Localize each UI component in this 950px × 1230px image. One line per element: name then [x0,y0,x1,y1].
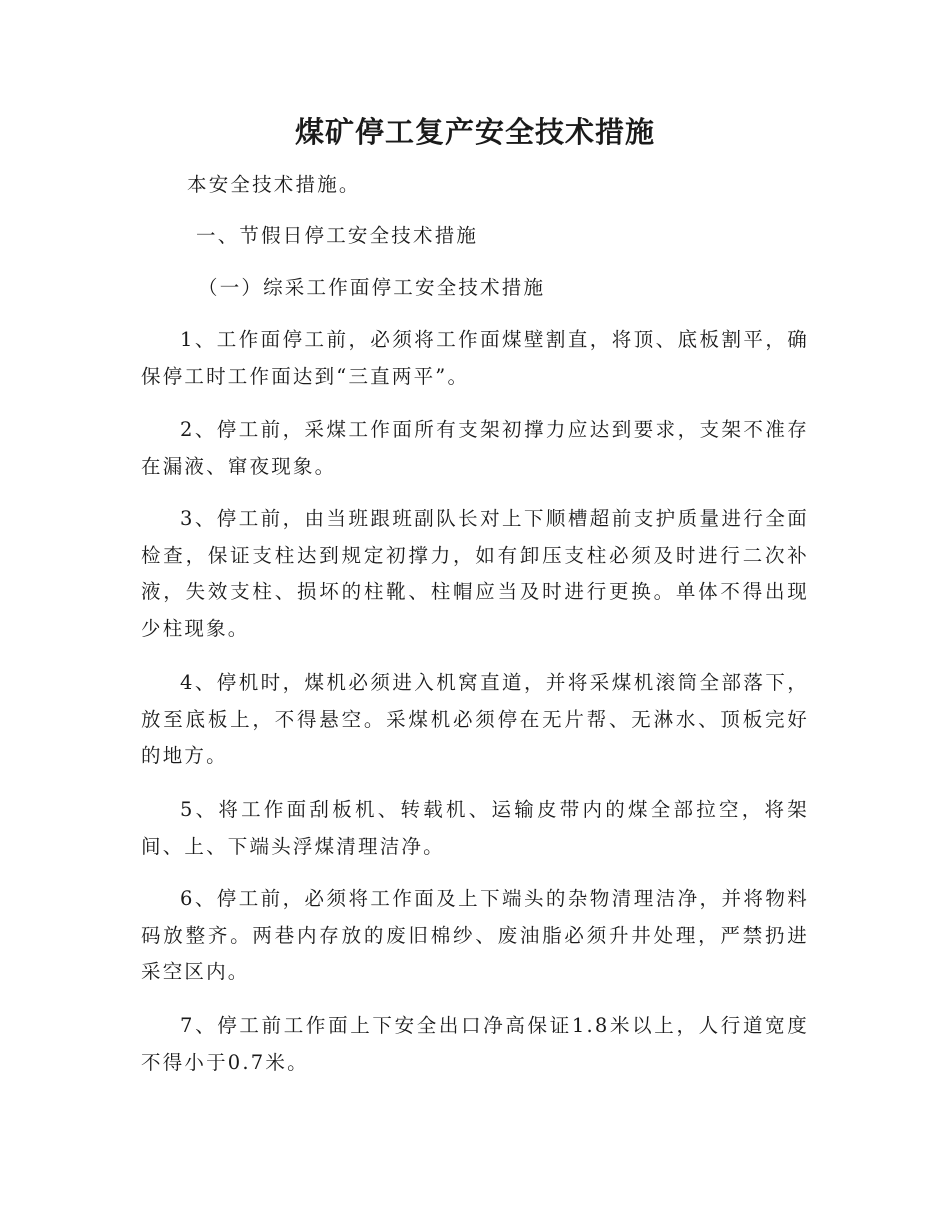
paragraph-4: 4、停机时，煤机必须进入机窝直道，并将采煤机滚筒全部落下，放至底板上，不得悬空。采煤机必须停在无片帮、无淋水、顶板完好的地方。 [141,671,809,767]
paragraph-5: 5、将工作面刮板机、转载机、运输皮带内的煤全部拉空，将架间、上、下端头浮煤清理洁净。 [141,798,809,858]
subsection-heading: （一）综采工作面停工安全技术措施 [198,276,546,299]
section-heading: 一、节假日停工安全技术措施 [196,224,479,247]
paragraph-2: 2、停工前，采煤工作面所有支架初撑力应达到要求，支架不准存在漏液、窜夜现象。 [141,418,809,478]
paragraph-3: 3、停工前，由当班跟班副队长对上下顺槽超前支护质量进行全面检查，保证支柱达到规定初撑力，如有卸压支柱必须及时进行二次补液，失效支柱、损坏的柱靴、柱帽应当及时进行更换。单体不得出现少柱现象。 [141,507,809,640]
paragraph-1: 1、工作面停工前，必须将工作面煤壁割直，将顶、底板割平，确保停工时工作面达到“三直两平”。 [141,328,809,388]
document-title: 煤矿停工复产安全技术措施 [294,115,655,149]
paragraph-6: 6、停工前，必须将工作面及上下端头的杂物清理洁净，并将物料码放整齐。两巷内存放的废旧棉纱、废油脂必须升井处理，严禁扔进采空区内。 [141,887,809,983]
intro-text: 本安全技术措施。 [187,173,361,196]
paragraph-7: 7、停工前工作面上下安全出口净高保证1.8米以上，人行道宽度不得小于0.7米。 [141,1014,809,1074]
